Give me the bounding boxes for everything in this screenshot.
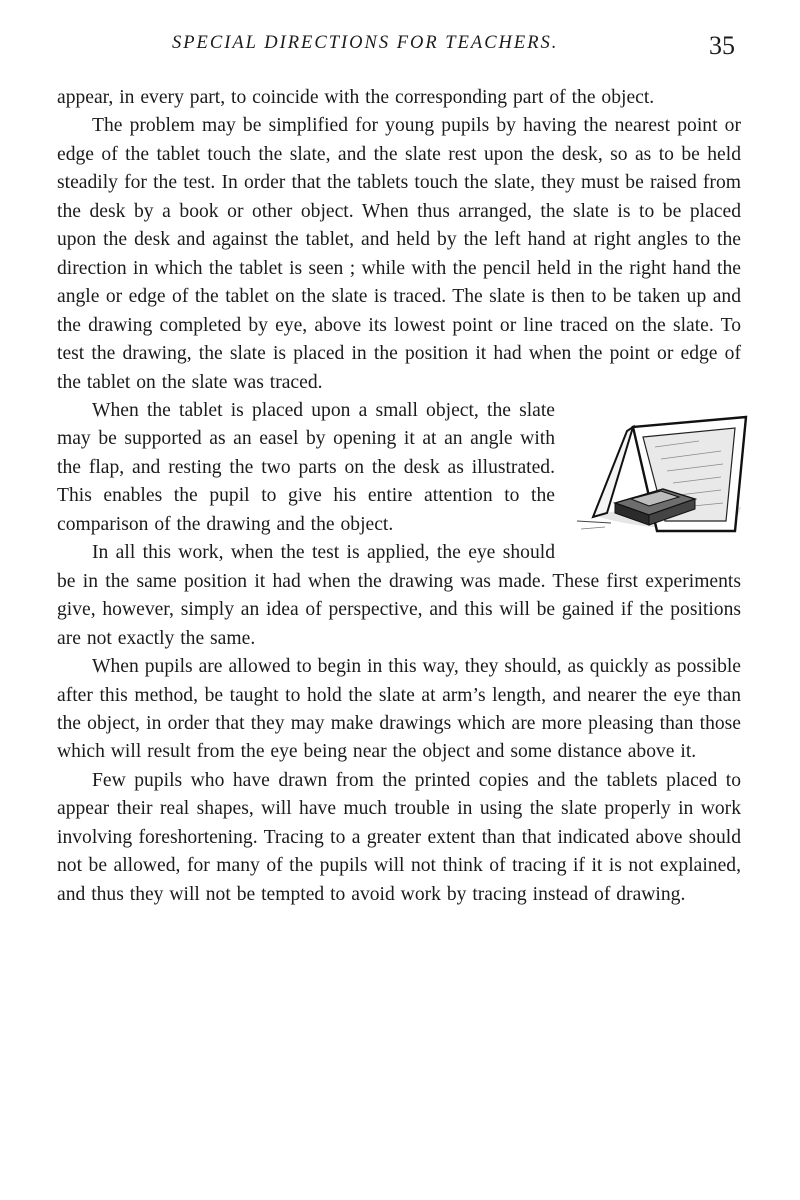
- paragraph-foreshortening: Few pupils who have drawn from the printed copies and the tablets placed to appear their real shapes, will have much trouble in using the slate properly in work involving foreshortening. Tracing to a greater extent than that indicated above should not be allowed, for many of the pupils will not think of tracing if it is not explained, and thus they will not be tempted to avoid work by tracing instead of drawing.: [57, 769, 741, 905]
- body-text: [57, 84, 741, 909]
- paragraph-easel-block: [57, 397, 741, 539]
- paragraph-continued: appear, in every part, to coincide with the corresponding part of the object.: [57, 87, 655, 108]
- paragraph-arms-length: When pupils are allowed to begin in this way, they should, as quickly as possible after this method, be taught to hold the slate at arm’s length, and nearer the eye than the object, in order that they may make drawings which are more pleasing than those which will result from the eye being near the object and some distance above it.: [57, 656, 741, 763]
- page-number: 35: [709, 31, 735, 60]
- slate-easel-icon: [571, 403, 751, 541]
- slate-easel-illustration: [571, 403, 751, 541]
- paragraph-easel: When the tablet is placed upon a small object, the slate may be supported as an easel by opening it at an angle with the flap, and resting the two parts on the desk as illustrated. This enables the pupil to give his entire attention to the comparison of the drawing and the object.: [57, 399, 555, 535]
- paragraph-eye-position: In all this work, when the test is applied, the eye should be in the same position it had when the drawing was made. These first experiments give, however, simply an idea of perspective, and this will be gained if the positions are not exactly the same.: [57, 542, 741, 649]
- running-title: SPECIAL DIRECTIONS FOR TEACHERS.: [172, 33, 559, 53]
- paragraph-simplified-problem: The problem may be simplified for young pupils by having the nearest point or edge of the tablet touch the slate, and the slate rest upon the desk, so as to be held steadily for the test. In order that the tablets touch the slate, they must be raised from the desk by a book or other object. When thus arranged, the slate is to be placed upon the desk and against the tablet, and held by the left hand at right angles to the direction in which the tablet is seen ; while with the pencil held in the right hand the angle or edge of the tablet on the slate is traced. The slate is then to be taken up and the drawing completed by eye, above its lowest point or line traced on the slate. To test the drawing, the slate is placed in the position it had when the point or edge of the tablet on the slate was traced.: [57, 115, 741, 393]
- running-head: [0, 33, 800, 63]
